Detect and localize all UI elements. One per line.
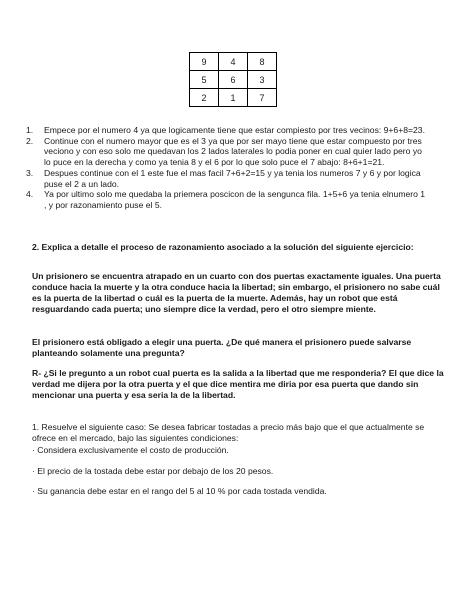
question-2-answer: R- ¿Si le pregunto a un robot cual puerta es la salida a la libertad que me responderia? El que dice la verdad me dijera por la otra puerta y el que dice mentira me diria por esa puerta que dando sin mencionar una puerta y esa seria la de la libertad. bbox=[32, 368, 444, 400]
question-2-question: El prisionero está obligado a elegir una puerta. ¿De qué manera el prisionero puede salvarse planteando solamente una pregunta? bbox=[32, 337, 412, 358]
grid-cell: 8 bbox=[248, 53, 277, 71]
step-text: Continue con el numero mayor que es el 3 ya que por ser mayo tiene que estar compuesto por tres veciono y con eso solo me quedavan los 2 lados laterales lo podia poner en cual quier lado pero yo lo puce en la derecha y como ya tenia 8 y el 6 por lo que solo puce el 7 abajo: 8+6+1=21. bbox=[44, 135, 422, 168]
step-number: 2. bbox=[26, 135, 34, 146]
list-item bbox=[26, 135, 426, 168]
grid-cell: 7 bbox=[248, 89, 277, 107]
list-item bbox=[26, 189, 426, 210]
condition-item: · El precio de la tostada debe estar por debajo de los 20 pesos. bbox=[32, 466, 274, 476]
grid-cell: 4 bbox=[219, 53, 248, 71]
grid-row bbox=[190, 53, 277, 71]
question-2-heading: 2. Explica a detalle el proceso de razonamiento asociado a la solución del siguiente ejercicio: bbox=[32, 242, 414, 252]
grid-cell: 1 bbox=[219, 89, 248, 107]
solution-steps bbox=[26, 125, 426, 211]
grid-row bbox=[190, 89, 277, 107]
question-2-body: Un prisionero se encuentra atrapado en un cuarto con dos puertas exactamente iguales. Una puerta conduce hacia la muerte y la otra conduce hacia la libertad; sin embargo, el prisionero no sabe cuál es la puerta de la libertad o cuál es la puerta de la muerte. Además, hay un robot que está resguardando cada puerta; uno siempre dice la verdad, pero el otro siempre miente. bbox=[32, 271, 441, 314]
grid-row bbox=[190, 71, 277, 89]
list-item bbox=[26, 125, 426, 136]
step-text: Despues continue con el 1 este fue el mas facil 7+6+2=15 y ya tenia los numeros 7 y 6 y por logica puse el 2 a un lado. bbox=[44, 167, 421, 189]
question-3-intro: 1. Resuelve el siguiente caso: Se desea fabricar tostadas a precio más bajo que el que actualmente se ofrece en el mercado, bajo las siguientes condiciones: bbox=[32, 422, 425, 443]
step-text: Empece por el numero 4 ya que logicamente tiene que estar compiesto por tres vecinos: 9+6+8=23. bbox=[44, 125, 425, 135]
grid-cell: 6 bbox=[219, 71, 248, 89]
condition-item: · Considera exclusivamente el costo de producción. bbox=[32, 445, 229, 455]
step-number: 3. bbox=[26, 167, 34, 178]
grid-cell: 5 bbox=[190, 71, 219, 89]
number-grid bbox=[189, 52, 277, 107]
grid-cell: 2 bbox=[190, 89, 219, 107]
grid-cell: 9 bbox=[190, 53, 219, 71]
list-item bbox=[26, 167, 426, 189]
step-number: 1. bbox=[26, 125, 34, 135]
condition-item: · Su ganancia debe estar en el rango del 5 al 10 % por cada tostada vendida. bbox=[32, 486, 327, 496]
step-number: 4. bbox=[26, 189, 34, 200]
step-text: Ya por ultimo solo me quedaba la priemera poscicon de la sengunca fila. 1+5+6 ya tenia elnumero 1 , y por razonamiento puse el 5. bbox=[44, 189, 426, 210]
grid-cell: 3 bbox=[248, 71, 277, 89]
